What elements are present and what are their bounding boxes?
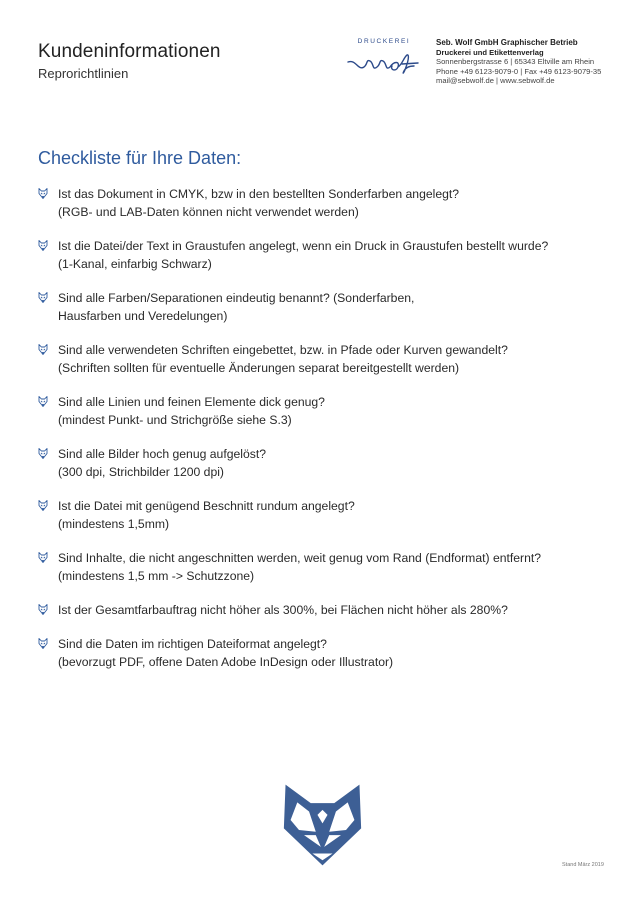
checklist-item-note: (mindest Punkt- und Strichgröße siehe S.3) (58, 413, 292, 427)
checklist-item (38, 289, 628, 325)
checklist-item (38, 497, 628, 533)
checklist-item (38, 601, 628, 619)
checklist-item-note: (1-Kanal, einfarbig Schwarz) (58, 257, 212, 271)
checklist-item (38, 185, 628, 221)
wolf-head-bullet-icon (38, 604, 48, 615)
wolf-head-bullet-icon (38, 240, 48, 251)
checklist-item-note: (bevorzugt PDF, offene Daten Adobe InDesign oder Illustrator) (58, 655, 394, 669)
logo-top-text: DRUCKEREI (357, 38, 411, 45)
checklist-item (38, 393, 628, 429)
checklist-item-question: Ist die Datei mit genügend Beschnitt rundum angelegt? (58, 499, 355, 513)
checklist-item-note: Hausfarben und Veredelungen) (58, 309, 228, 323)
checklist-item-note: (RGB- und LAB-Daten können nicht verwendet werden) (58, 205, 359, 219)
wolf-head-bullet-icon (38, 638, 48, 649)
company-name: Seb. Wolf GmbH Graphischer Betrieb (436, 38, 578, 47)
checklist-item-question: Sind alle Linien und feinen Elemente dick genug? (58, 395, 325, 409)
wolf-head-bullet-icon (38, 188, 48, 199)
company-phone: Phone +49 6123-9079-0 | Fax +49 6123-9079-35 (436, 66, 602, 76)
checklist-item-question: Sind Inhalte, die nicht angeschnitten werden, weit genug vom Rand (Endformat) entfernt? (58, 551, 542, 565)
checklist-item-note: (Schriften sollten für eventuelle Änderungen separat bereitgestellt werden) (58, 361, 460, 375)
wolf-head-logo-icon (280, 783, 365, 867)
wolf-head-bullet-icon (38, 500, 48, 511)
checklist-heading: Checkliste für Ihre Daten: (38, 148, 242, 168)
revision-date: Stand März 2019 (562, 862, 604, 868)
checklist-item-note: (300 dpi, Strichbilder 1200 dpi) (58, 465, 224, 479)
checklist (38, 185, 628, 671)
checklist-item (38, 549, 628, 585)
checklist-item-question: Sind alle verwendeten Schriften eingebettet, bzw. in Pfade oder Kurven gewandelt? (58, 343, 508, 357)
page-title: Kundeninformationen (38, 41, 221, 62)
company-address: Sonnenbergstrasse 6 | 65343 Eltville am Rhein (436, 57, 595, 67)
druckerei-wolf-logo (344, 38, 424, 80)
checklist-item-question: Sind die Daten im richtigen Dateiformat angelegt? (58, 637, 327, 651)
wolf-head-bullet-icon (38, 552, 48, 563)
checklist-item-question: Ist das Dokument in CMYK, bzw in den bestellten Sonderfarben angelegt? (58, 187, 460, 201)
logo-script-wolf (346, 47, 422, 77)
wolf-head-bullet-icon (38, 344, 48, 355)
page-subtitle: Reprorichtlinien (38, 66, 129, 81)
checklist-item (38, 237, 628, 273)
company-address-block (436, 38, 636, 86)
checklist-item-question: Ist die Datei/der Text in Graustufen angelegt, wenn ein Druck in Graustufen bestellt wurde? (58, 239, 549, 253)
company-subline: Druckerei und Etikettenverlag (436, 47, 544, 57)
wolf-head-bullet-icon (38, 396, 48, 407)
wolf-head-bullet-icon (38, 448, 48, 459)
company-contact: mail@sebwolf.de | www.sebwolf.de (436, 76, 555, 86)
checklist-item-note: (mindestens 1,5 mm -> Schutzzone) (58, 569, 255, 583)
checklist-item-question: Ist der Gesamtfarbauftrag nicht höher als 300%, bei Flächen nicht höher als 280%? (58, 603, 508, 617)
checklist-item-note: (mindestens 1,5mm) (58, 517, 170, 531)
checklist-item-question: Sind alle Bilder hoch genug aufgelöst? (58, 447, 267, 461)
wolf-head-bullet-icon (38, 292, 48, 303)
checklist-item (38, 635, 628, 671)
checklist-item (38, 445, 628, 481)
checklist-item (38, 341, 628, 377)
checklist-item-question: Sind alle Farben/Separationen eindeutig benannt? (Sonderfarben, (58, 291, 415, 305)
